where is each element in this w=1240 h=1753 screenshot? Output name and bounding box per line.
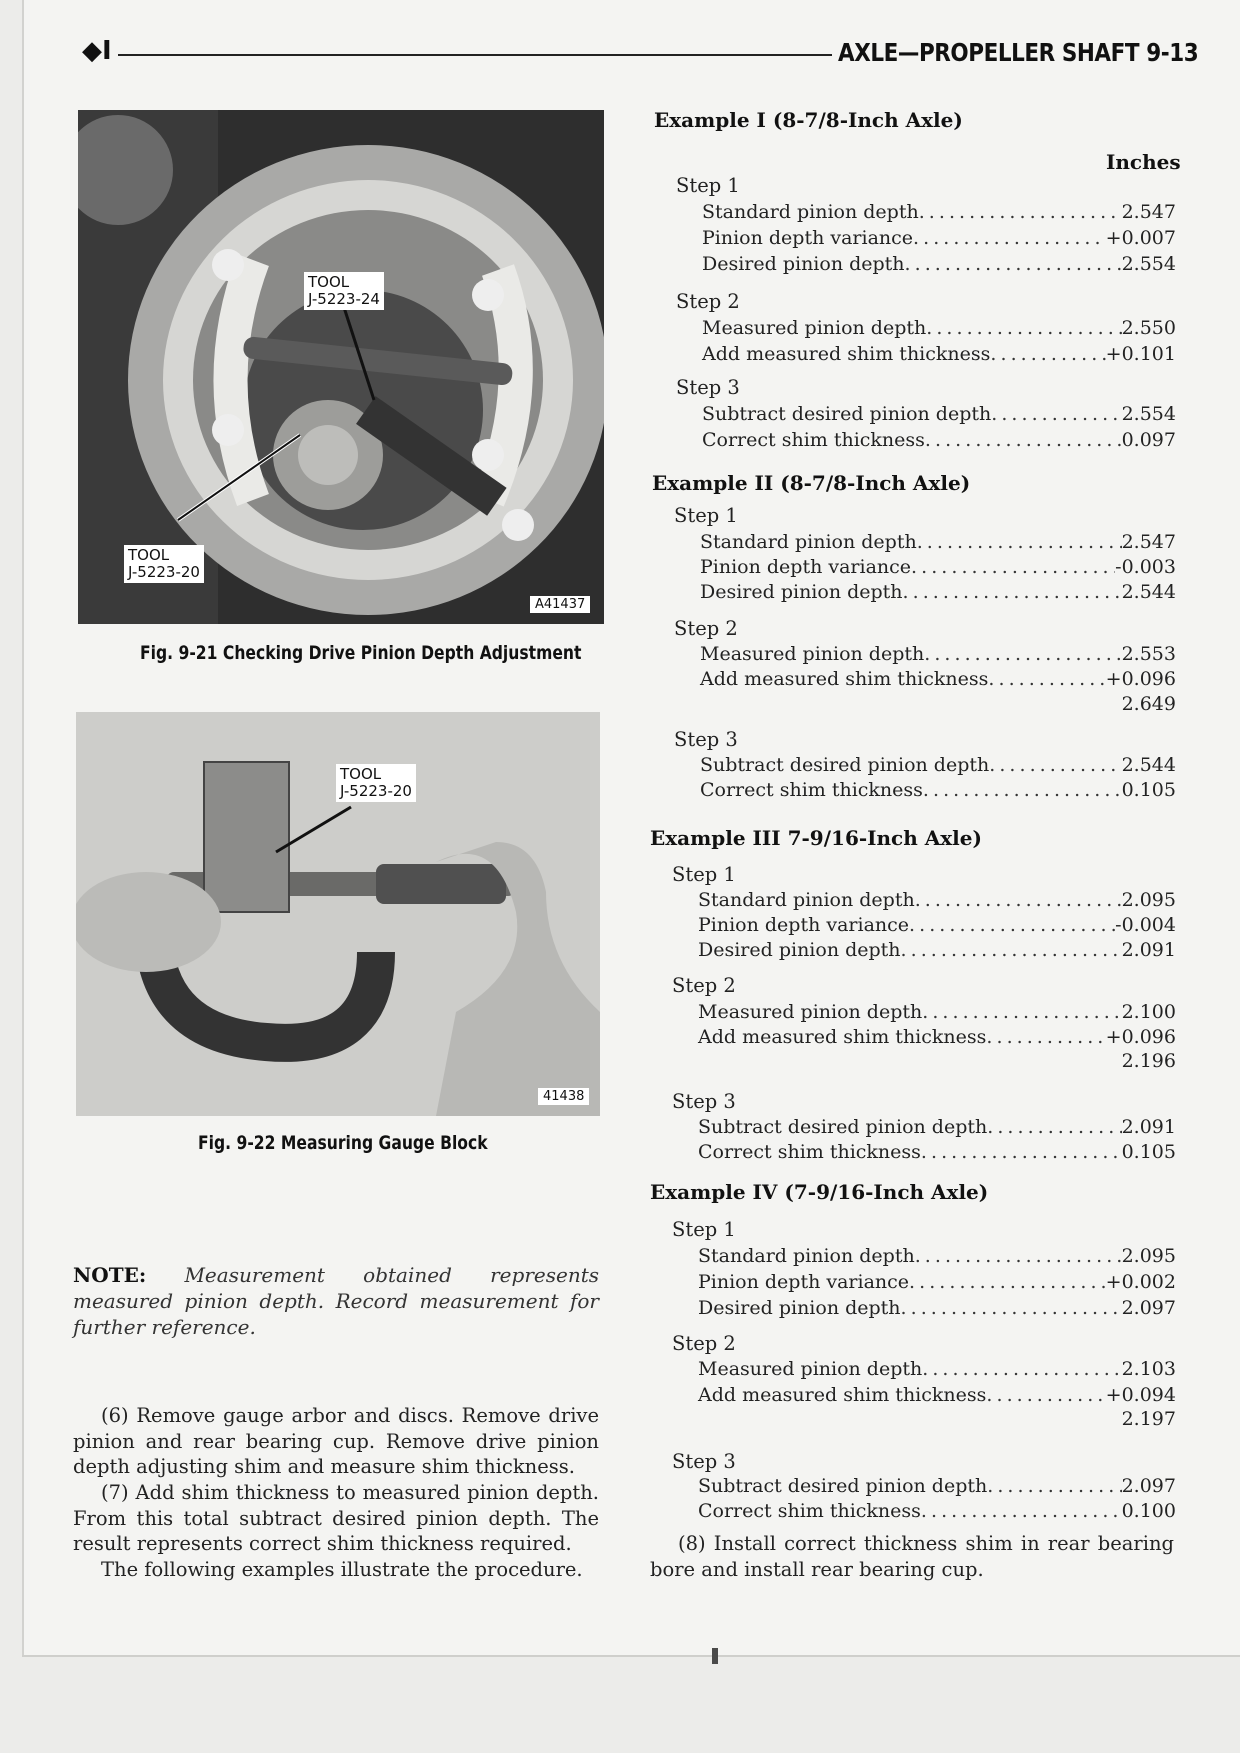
leader-dots — [987, 1115, 1121, 1139]
calc-row — [702, 252, 1176, 276]
leader-dots — [921, 1140, 1122, 1164]
example-title: Example III 7-9/16-Inch Axle) — [650, 826, 982, 850]
calc-row-label: Correct shim thickness — [698, 1500, 921, 1522]
tool-label-number: J-5223-20 — [128, 563, 200, 581]
header-rule — [118, 54, 832, 56]
calc-row-value: 2.095 — [1121, 1245, 1176, 1267]
leader-dots — [917, 530, 1122, 554]
calc-row — [700, 555, 1176, 579]
calc-row-value: 2.550 — [1121, 317, 1176, 339]
leader-dots — [989, 753, 1121, 777]
calc-row-label: Pinion depth variance — [698, 1271, 910, 1293]
calc-row-value: +0.094 — [1105, 1384, 1176, 1406]
note-text: Measurement obtained represents measured pinion depth. Record measurement for further reference. — [73, 1263, 600, 1339]
calc-row-value: 2.554 — [1121, 403, 1176, 425]
leader-dots — [909, 913, 1115, 937]
calc-row — [700, 753, 1176, 777]
calc-row — [700, 667, 1176, 691]
step-total: 2.649 — [1121, 693, 1176, 715]
calc-row-label: Standard pinion depth — [698, 889, 915, 911]
leader-dots — [990, 342, 1105, 366]
leader-dots — [909, 1270, 1106, 1294]
calc-row-label: Correct shim thickness — [698, 1141, 921, 1163]
leader-dots — [988, 667, 1105, 691]
calc-row-label: Add measured shim thickness — [702, 343, 991, 365]
leader-dots — [901, 938, 1122, 962]
calc-row — [698, 1140, 1176, 1164]
step-label: Step 2 — [676, 290, 740, 313]
calc-row-label: Measured pinion depth — [698, 1358, 923, 1380]
calc-row-value: 2.091 — [1121, 1116, 1176, 1138]
calc-row-value: 2.547 — [1121, 531, 1176, 553]
leader-dots — [921, 1499, 1122, 1523]
leader-dots — [926, 316, 1121, 340]
calc-row — [698, 1383, 1176, 1407]
step-label: Step 3 — [676, 376, 740, 399]
calc-row — [698, 888, 1176, 912]
figure-9-22-photo — [76, 712, 600, 1116]
calc-row-value: 0.097 — [1121, 429, 1176, 451]
leader-dots — [986, 1025, 1105, 1049]
calc-row-label: Add measured shim thickness — [698, 1384, 987, 1406]
calc-row — [700, 778, 1176, 802]
figure-code: 41438 — [538, 1088, 589, 1105]
calc-row-label: Add measured shim thickness — [698, 1026, 987, 1048]
calc-row-value: 2.544 — [1121, 581, 1176, 603]
leader-dots — [905, 252, 1122, 276]
tool-label-j-5223-24 — [304, 272, 384, 310]
step-total: 2.197 — [1121, 1408, 1176, 1430]
calc-row-value: -0.004 — [1115, 914, 1176, 936]
calc-row — [700, 642, 1176, 666]
leader-dots — [922, 1357, 1121, 1381]
calc-row-value: 2.544 — [1121, 754, 1176, 776]
step-label: Step 3 — [672, 1450, 736, 1473]
calc-row-value: 2.553 — [1121, 643, 1176, 665]
calc-row-label: Pinion depth variance — [698, 914, 910, 936]
leader-dots — [925, 428, 1122, 452]
step-label: Step 1 — [672, 863, 736, 886]
figure-9-21-photo — [78, 110, 604, 624]
leader-dots — [913, 226, 1106, 250]
calc-row-value: 0.105 — [1121, 779, 1176, 801]
leader-dots — [901, 1296, 1122, 1320]
calc-row — [698, 1474, 1176, 1498]
page-edge — [22, 1655, 1240, 1657]
leader-dots — [923, 778, 1122, 802]
tool-label-number: J-5223-24 — [308, 290, 380, 308]
example-title: Example IV (7-9/16-Inch Axle) — [650, 1180, 989, 1204]
tool-label-word: TOOL — [128, 546, 170, 564]
calc-row-value: +0.096 — [1105, 1026, 1176, 1048]
calc-row-value: +0.096 — [1105, 668, 1176, 690]
calc-row-value: -0.003 — [1115, 556, 1176, 578]
calc-row — [698, 1357, 1176, 1381]
calc-row — [698, 1296, 1176, 1320]
calc-row — [698, 1000, 1176, 1024]
binding-mark — [712, 1648, 718, 1664]
calc-row-label: Standard pinion depth — [702, 201, 919, 223]
calc-row — [698, 1270, 1176, 1294]
tool-label-word: TOOL — [308, 273, 350, 291]
calc-row-value: 2.097 — [1121, 1475, 1176, 1497]
step-label: Step 3 — [672, 1090, 736, 1113]
page-title: AXLE—PROPELLER SHAFT 9-13 — [838, 38, 1199, 67]
calc-row — [702, 200, 1176, 224]
note — [73, 1262, 599, 1340]
step-label: Step 2 — [674, 617, 738, 640]
step-label: Step 2 — [672, 974, 736, 997]
figure-code: A41437 — [530, 596, 590, 613]
calc-row — [698, 938, 1176, 962]
step-label: Step 1 — [674, 504, 738, 527]
calc-row-value: 2.554 — [1121, 253, 1176, 275]
leader-dots — [915, 1244, 1122, 1268]
tool-label-word: TOOL — [340, 765, 382, 783]
calc-row-label: Subtract desired pinion depth — [702, 403, 992, 425]
calc-row-label: Standard pinion depth — [700, 531, 917, 553]
paragraph-examples-intro: The following examples illustrate the procedure. — [101, 1558, 583, 1581]
calc-row — [702, 402, 1176, 426]
calc-row-value: 2.097 — [1121, 1297, 1176, 1319]
calc-row-label: Add measured shim thickness — [700, 668, 989, 690]
calc-row-label: Subtract desired pinion depth — [698, 1475, 988, 1497]
step-label: Step 2 — [672, 1332, 736, 1355]
calc-row — [702, 226, 1176, 250]
calc-row-label: Measured pinion depth — [700, 643, 925, 665]
calc-row-label: Desired pinion depth — [698, 1297, 901, 1319]
calc-row-value: +0.002 — [1105, 1271, 1176, 1293]
calc-row — [698, 913, 1176, 937]
calc-row — [702, 316, 1176, 340]
calc-row-value: +0.007 — [1105, 227, 1176, 249]
calc-row-label: Pinion depth variance — [702, 227, 914, 249]
calc-row-value: 2.100 — [1121, 1001, 1176, 1023]
calc-row-label: Desired pinion depth — [702, 253, 905, 275]
calc-row-label: Desired pinion depth — [700, 581, 903, 603]
example-title: Example I (8-7/8-Inch Axle) — [654, 108, 963, 132]
paragraph-step-7: (7) Add shim thickness to measured pinion depth. From this total subtract desired pinion depth. The result represents correct shim thickness required. — [73, 1481, 599, 1555]
calc-row — [700, 580, 1176, 604]
leader-dots — [986, 1383, 1105, 1407]
calc-row — [698, 1115, 1176, 1139]
tool-label-j-5223-20 — [336, 764, 416, 802]
calc-row-value: 2.103 — [1121, 1358, 1176, 1380]
step-total: 2.196 — [1121, 1050, 1176, 1072]
calc-row-value: 0.105 — [1121, 1141, 1176, 1163]
calc-row — [698, 1025, 1176, 1049]
example-title: Example II (8-7/8-Inch Axle) — [652, 471, 971, 495]
calc-row-value: 2.095 — [1121, 889, 1176, 911]
step-label: Step 1 — [672, 1218, 736, 1241]
figure-9-21-caption: Fig. 9-21 Checking Drive Pinion Depth Adjustment — [140, 642, 582, 664]
figure-9-22-caption: Fig. 9-22 Measuring Gauge Block — [198, 1132, 488, 1154]
calc-row-label: Correct shim thickness — [702, 429, 925, 451]
calc-row-label: Desired pinion depth — [698, 939, 901, 961]
step-label: Step 1 — [676, 174, 740, 197]
note-label: NOTE: — [73, 1263, 147, 1287]
calc-row — [700, 530, 1176, 554]
calc-row-label: Pinion depth variance — [700, 556, 912, 578]
calc-row-label: Measured pinion depth — [698, 1001, 923, 1023]
leader-dots — [903, 580, 1122, 604]
calc-row-label: Correct shim thickness — [700, 779, 923, 801]
calc-row — [698, 1499, 1176, 1523]
leader-dots — [915, 888, 1122, 912]
leader-dots — [911, 555, 1115, 579]
calc-row-label: Measured pinion depth — [702, 317, 927, 339]
leader-dots — [987, 1474, 1121, 1498]
step-label: Step 3 — [674, 728, 738, 751]
calc-row-label: Standard pinion depth — [698, 1245, 915, 1267]
calc-row-value: +0.101 — [1105, 343, 1176, 365]
calc-row — [698, 1244, 1176, 1268]
tool-label-j-5223-20 — [124, 545, 204, 583]
calc-row-value: 0.100 — [1121, 1500, 1176, 1522]
calc-row — [702, 428, 1176, 452]
leader-dots — [922, 1000, 1121, 1024]
calc-row-label: Subtract desired pinion depth — [700, 754, 990, 776]
calc-row-value: 2.091 — [1121, 939, 1176, 961]
brand-logo: ◆I — [82, 36, 112, 66]
calc-row-label: Subtract desired pinion depth — [698, 1116, 988, 1138]
leader-dots — [991, 402, 1121, 426]
units-heading: Inches — [1106, 150, 1181, 174]
calc-row — [702, 342, 1176, 366]
paragraph-step-6: (6) Remove gauge arbor and discs. Remove drive pinion and rear bearing cup. Remove drive pinion depth adjusting shim and measure shim thickness. — [73, 1404, 599, 1478]
leader-dots — [919, 200, 1122, 224]
paragraph-step-8: (8) Install correct thickness shim in rear bearing bore and install rear bearing cup. — [650, 1532, 1174, 1581]
tool-label-number: J-5223-20 — [340, 782, 412, 800]
calc-row-value: 2.547 — [1121, 201, 1176, 223]
leader-dots — [924, 642, 1121, 666]
